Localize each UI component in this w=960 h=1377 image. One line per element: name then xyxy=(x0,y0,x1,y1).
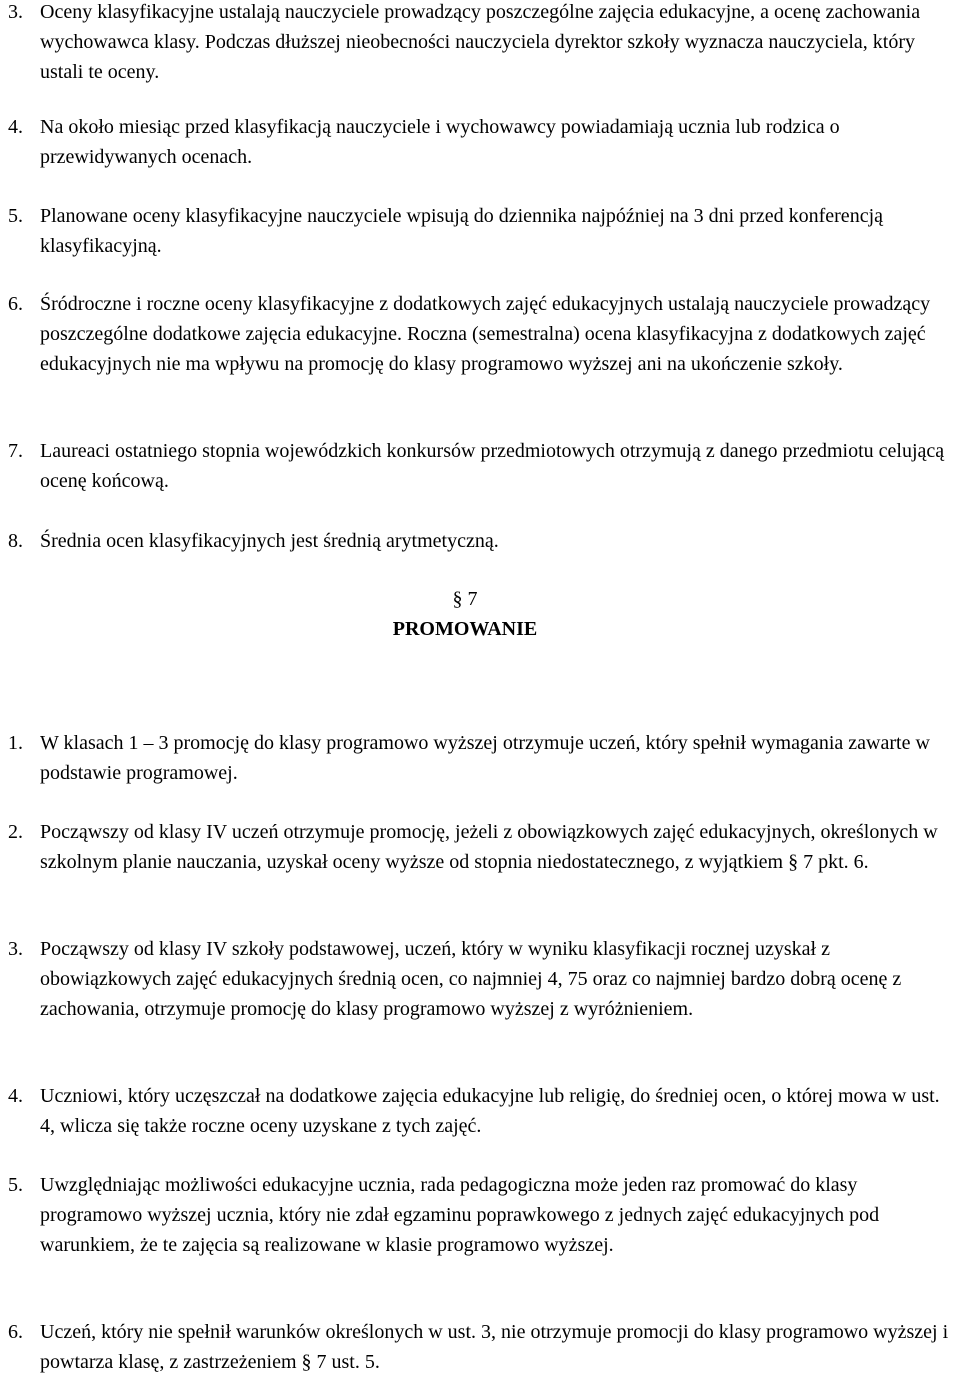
item-number: 7. xyxy=(8,440,23,462)
paragraph-item xyxy=(0,817,960,877)
item-number: 4. xyxy=(8,1085,23,1107)
item-text: Na około miesiąc przed klasyfikacją nauczyciele i wychowawcy powiadamiają ucznia lub rodzica o przewidywanych ocenach. xyxy=(40,116,840,168)
item-text: Średnia ocen klasyfikacyjnych jest średnią arytmetyczną. xyxy=(40,530,499,552)
item-number: 6. xyxy=(8,1321,23,1343)
item-number: 3. xyxy=(8,1,23,23)
paragraph-item xyxy=(0,526,960,556)
item-number: 5. xyxy=(8,1174,23,1196)
item-number: 8. xyxy=(8,530,23,552)
item-number: 6. xyxy=(8,293,23,315)
paragraph-item xyxy=(0,201,960,261)
paragraph-item xyxy=(0,1081,960,1141)
item-text: Uwzględniając możliwości edukacyjne ucznia, rada pedagogiczna może jeden raz promować do klasy programowo wyższej ucznia, który nie zdał egzaminu poprawkowego z jednych zajęć edukacyjnych pod warunkiem, że te zajęcia są realizowane w klasie programowo wyższej. xyxy=(40,1174,880,1256)
paragraph-item xyxy=(0,728,960,788)
paragraph-item xyxy=(0,1170,960,1260)
paragraph-item xyxy=(0,289,960,379)
section-number: § 7 xyxy=(452,588,478,610)
paragraph-item xyxy=(0,112,960,172)
item-number: 1. xyxy=(8,732,23,754)
item-number: 5. xyxy=(8,205,23,227)
item-text: Oceny klasyfikacyjne ustalają nauczyciele prowadzący poszczególne zajęcia edukacyjne, a ocenę zachowania wychowawca klasy. Podczas dłuższej nieobecności nauczyciela dyrektor szkoły wyznacza nauczyciela, który ustali te oceny. xyxy=(40,1,921,83)
item-text: Uczeń, który nie spełnił warunków określonych w ust. 3, nie otrzymuje promocji do klasy programowo wyższej i powtarza klasę, z zastrzeżeniem § 7 ust. 5. xyxy=(40,1321,949,1373)
paragraph-item xyxy=(0,1317,960,1377)
item-text: Planowane oceny klasyfikacyjne nauczyciele wpisują do dziennika najpóźniej na 3 dni przed konferencją klasyfikacyjną. xyxy=(40,205,883,257)
item-text: W klasach 1 – 3 promocję do klasy programowo wyższej otrzymuje uczeń, który spełnił wymagania zawarte w podstawie programowej. xyxy=(40,732,930,784)
item-number: 2. xyxy=(8,821,23,843)
item-number: 4. xyxy=(8,116,23,138)
item-text: Śródroczne i roczne oceny klasyfikacyjne z dodatkowych zajęć edukacyjnych ustalają nauczyciele prowadzący poszczególne dodatkowe zajęcia edukacyjne. Roczna (semestralna) ocena klasyfikacyjna z dodatkowych zajęć edukacyjnych nie ma wpływu na promocję do klasy programowo wyższej ani na ukończenie szkoły. xyxy=(40,293,931,375)
paragraph-item xyxy=(0,436,960,496)
item-text: Począwszy od klasy IV uczeń otrzymuje promocję, jeżeli z obowiązkowych zajęć edukacyjnych, określonych w szkolnym planie nauczania, uzyskał oceny wyższe od stopnia niedostatecznego, z wyjątkiem § 7 pkt. 6. xyxy=(40,821,938,873)
section-title: PROMOWANIE xyxy=(392,618,538,640)
item-text: Począwszy od klasy IV szkoły podstawowej, uczeń, który w wyniku klasyfikacji rocznej uzyskał z obowiązkowych zajęć edukacyjnych średnią ocen, co najmniej 4, 75 oraz co najmniej bardzo dobrą ocenę z zachowania, otrzymuje promocję do klasy programowo wyższej z wyróżnieniem. xyxy=(40,938,902,1020)
paragraph-item xyxy=(0,0,960,87)
item-text: Uczniowi, który uczęszczał na dodatkowe zajęcia edukacyjne lub religię, do średniej ocen, o której mowa w ust. 4, wlicza się także roczne oceny uzyskane z tych zajęć. xyxy=(40,1085,940,1137)
item-text: Laureaci ostatniego stopnia wojewódzkich konkursów przedmiotowych otrzymują z danego przedmiotu celującą ocenę końcową. xyxy=(40,440,945,492)
paragraph-item xyxy=(0,934,960,1024)
item-number: 3. xyxy=(8,938,23,960)
